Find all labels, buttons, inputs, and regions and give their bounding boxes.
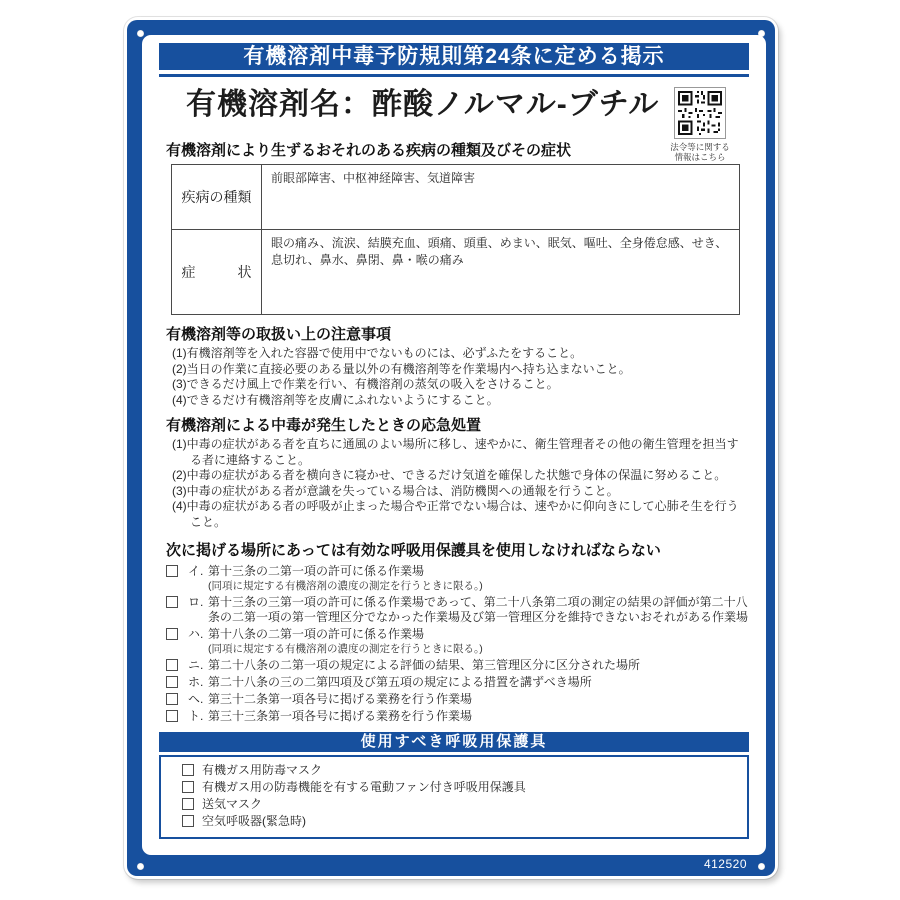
sign-content bbox=[142, 35, 766, 855]
place-kana: ロ. bbox=[188, 595, 204, 609]
regulation-banner: 有機溶剤中毒予防規則第24条に定める掲示 bbox=[159, 43, 749, 70]
ppe-label: 空気呼吸器(緊急時) bbox=[202, 814, 306, 828]
row-value: 前眼部障害、中枢神経障害、気道障害 bbox=[262, 165, 740, 230]
firstaid-list bbox=[172, 437, 748, 530]
ppe-label: 送気マスク bbox=[202, 797, 263, 811]
handling-item: (3)できるだけ風上で作業を行い、有機溶剤の蒸気の吸入をさけること。 bbox=[172, 377, 559, 391]
place-text: 第十三条の二第一項の許可に係る作業場 bbox=[208, 564, 425, 578]
sign-frame bbox=[127, 20, 775, 876]
sign-board bbox=[124, 17, 778, 879]
handling-list bbox=[172, 346, 748, 408]
place-kana: ハ. bbox=[188, 627, 204, 641]
row-label: 疾病の種類 bbox=[172, 165, 262, 230]
places-list bbox=[166, 564, 748, 724]
handling-item: (2)当日の作業に直接必要のある量以外の有機溶剤等を作業場内へ持ち込まないこと。 bbox=[172, 361, 631, 376]
place-item bbox=[166, 658, 748, 673]
place-kana: イ. bbox=[188, 564, 204, 578]
ppe-item bbox=[182, 780, 739, 795]
mounting-hole bbox=[137, 863, 144, 870]
place-item bbox=[166, 595, 748, 625]
product-number: 412520 bbox=[703, 857, 747, 871]
place-kana: ト. bbox=[188, 709, 204, 723]
firstaid-item: (1)中毒の症状がある者を直ちに通風のよい場所に移し、速やかに、衛生管理者その他の衛生管理を担当する者に連絡すること。 bbox=[172, 437, 739, 467]
place-item bbox=[166, 564, 748, 592]
mounting-hole bbox=[758, 863, 765, 870]
checkbox-icon bbox=[166, 710, 178, 722]
row-value: 眼の痛み、流涙、結膜充血、頭痛、頭重、めまい、眠気、嘔吐、全身倦怠感、せき、息切れ、鼻水、鼻閉、鼻・喉の痛み bbox=[262, 230, 740, 315]
firstaid-item: (4)中毒の症状がある者の呼吸が止まった場合や正常でない場合は、速やかに仰向きにして心肺そ生を行うこと。 bbox=[172, 499, 739, 529]
place-text: 第三十三条第一項各号に掲げる業務を行う作業場 bbox=[208, 709, 473, 723]
place-text: 第二十八条の二第一項の規定による評価の結果、第三管理区分に区分された場所 bbox=[208, 658, 641, 672]
checkbox-icon bbox=[182, 815, 194, 827]
disease-table bbox=[171, 164, 740, 315]
handling-item: (4)できるだけ有機溶剤等を皮膚にふれないようにすること。 bbox=[172, 392, 499, 407]
handling-item: (1)有機溶剤等を入れた容器で使用中でないものには、必ずふたをすること。 bbox=[172, 346, 583, 360]
checkbox-icon bbox=[166, 659, 178, 671]
ppe-label: 有機ガス用防毒マスク bbox=[202, 763, 323, 777]
place-text: 第十三条の三第一項の許可に係る作業場であって、第二十八条第二項の測定の結果の評価が第二十八条の二第一項の第一管理区分でなかった作業場及び第一管理区分を維持できないおそれがある作業場 bbox=[208, 595, 749, 624]
place-text: 第三十二条第一項各号に掲げる業務を行う作業場 bbox=[208, 692, 473, 706]
place-item bbox=[166, 709, 748, 724]
ppe-item bbox=[182, 814, 739, 829]
firstaid-item: (2)中毒の症状がある者を横向きに寝かせ、できるだけ気道を確保した状態で身体の保温に努めること。 bbox=[172, 468, 727, 482]
place-item bbox=[166, 692, 748, 707]
checkbox-icon bbox=[166, 596, 178, 608]
checkbox-icon bbox=[166, 565, 178, 577]
qr-caption-line1: 法令等に関する bbox=[670, 142, 730, 152]
qr-block bbox=[668, 87, 732, 162]
checkbox-icon bbox=[182, 764, 194, 776]
mounting-hole bbox=[137, 30, 144, 37]
qr-code-icon bbox=[674, 87, 726, 139]
handling-section-heading: 有機溶剤等の取扱い上の注意事項 bbox=[166, 326, 392, 343]
place-item bbox=[166, 675, 748, 690]
place-note: (同項に規定する有機溶剤の濃度の測定を行うときに限る。) bbox=[208, 580, 483, 592]
ppe-item bbox=[182, 797, 739, 812]
checkbox-icon bbox=[166, 693, 178, 705]
checkbox-icon bbox=[182, 781, 194, 793]
firstaid-item: (3)中毒の症状がある者が意識を失っている場合は、消防機関への通報を行うこと。 bbox=[172, 483, 619, 498]
row-label: 症 状 bbox=[172, 230, 262, 315]
ppe-banner: 使用すべき呼吸用保護具 bbox=[159, 732, 749, 752]
place-item bbox=[166, 627, 748, 655]
ppe-label: 有機ガス用の防毒機能を有する電動ファン付き呼吸用保護具 bbox=[202, 780, 526, 794]
place-kana: ヘ. bbox=[188, 692, 204, 706]
ppe-box bbox=[159, 755, 749, 839]
qr-caption-line2: 情報はこちら bbox=[674, 152, 726, 162]
disease-section-heading: 有機溶剤により生ずるおそれのある疾病の種類及びその症状 bbox=[166, 142, 572, 159]
ppe-item bbox=[182, 763, 739, 778]
table-row bbox=[172, 230, 740, 315]
place-text: 第二十八条の三の二第四項及び第五項の規定による措置を講ずべき場所 bbox=[208, 675, 592, 689]
checkbox-icon bbox=[166, 628, 178, 640]
checkbox-icon bbox=[166, 676, 178, 688]
place-note: (同項に規定する有機溶剤の濃度の測定を行うときに限る。) bbox=[208, 643, 483, 655]
firstaid-section-heading: 有機溶剤による中毒が発生したときの応急処置 bbox=[166, 417, 482, 434]
places-section-heading: 次に掲げる場所にあっては有効な呼吸用保護具を使用しなければならない bbox=[166, 542, 661, 559]
place-kana: ニ. bbox=[188, 658, 204, 672]
place-kana: ホ. bbox=[188, 675, 204, 689]
place-text: 第十八条の二第一項の許可に係る作業場 bbox=[208, 627, 425, 641]
table-row bbox=[172, 165, 740, 230]
checkbox-icon bbox=[182, 798, 194, 810]
solvent-name-title: 有機溶剤名：酢酸ノルマル-ブチル bbox=[186, 88, 660, 121]
divider-rule bbox=[159, 74, 749, 77]
